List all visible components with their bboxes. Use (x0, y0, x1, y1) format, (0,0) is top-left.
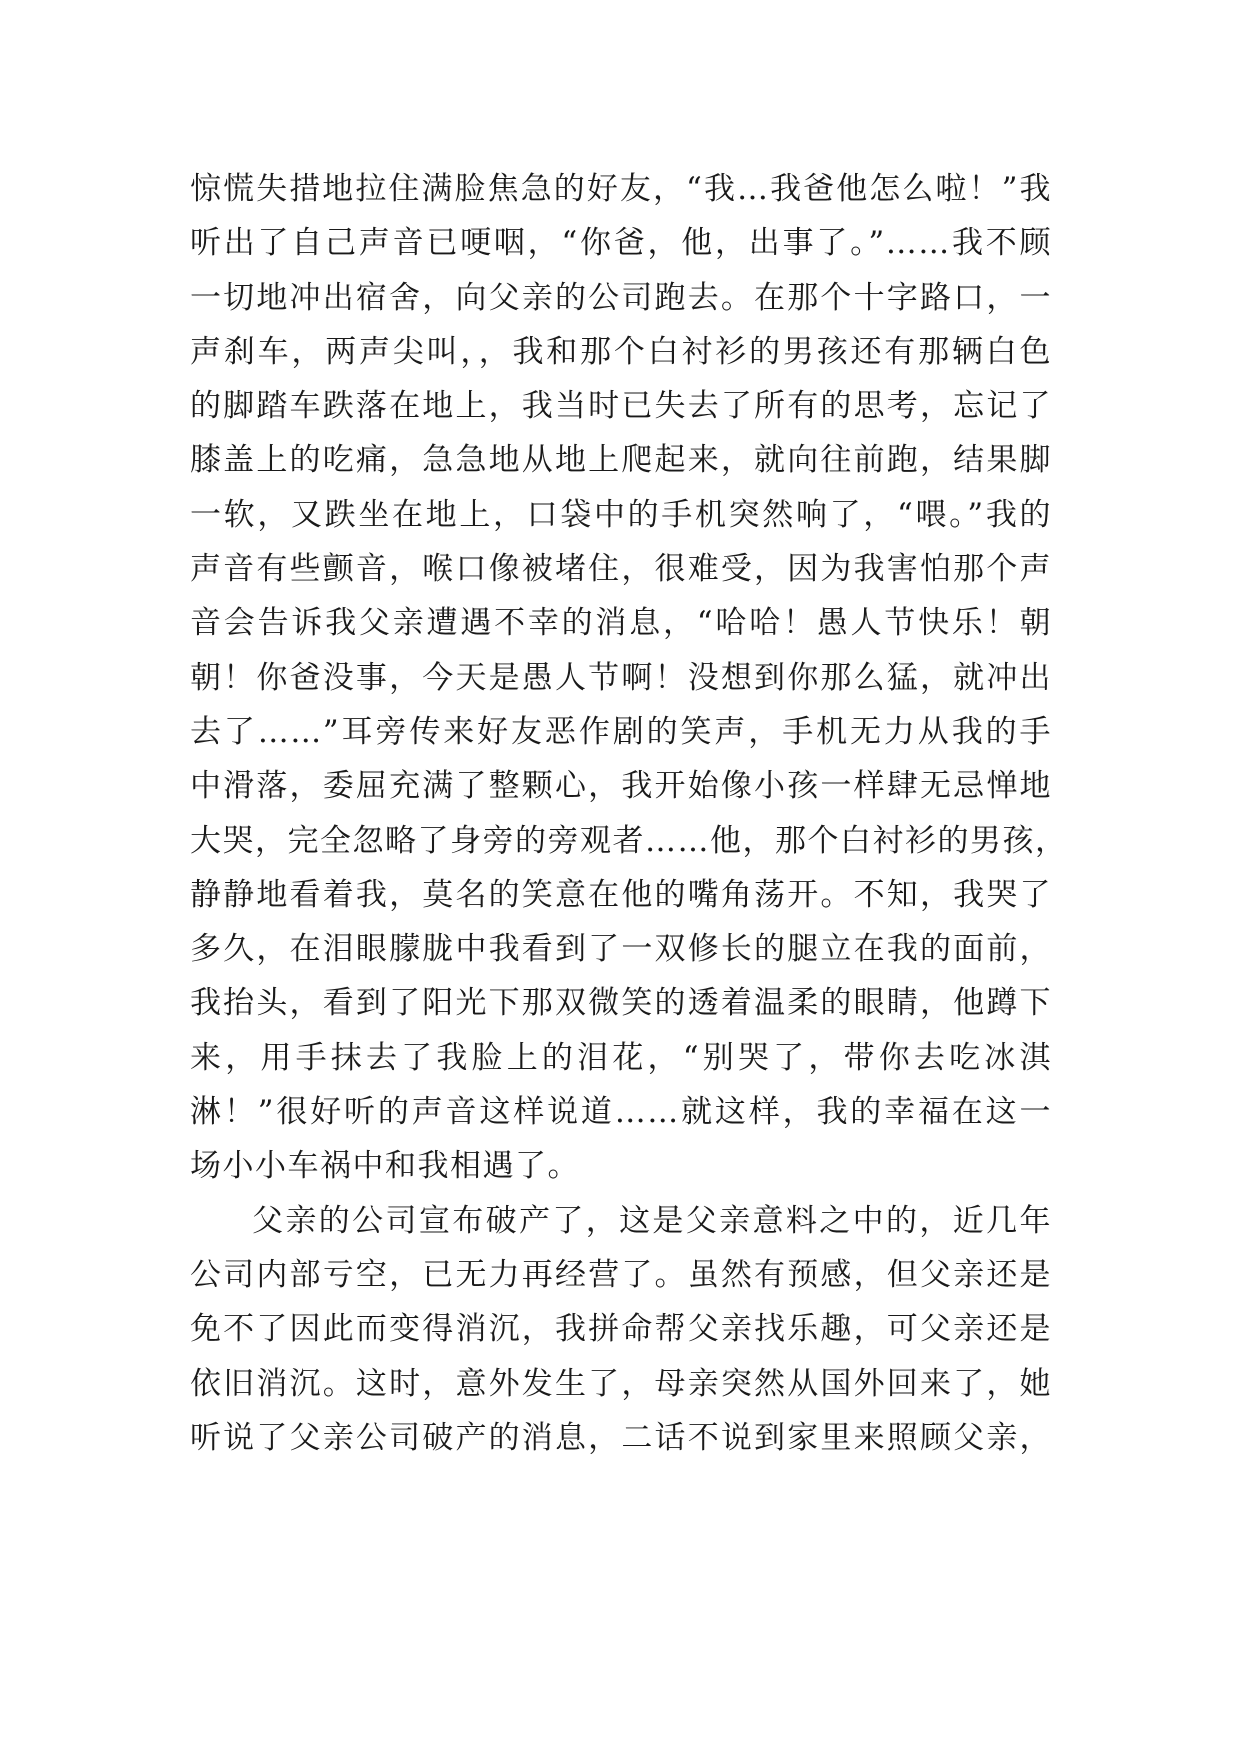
text-line: 我抬头，看到了阳光下那双微笑的透着温柔的眼睛，他蹲下 (190, 985, 1052, 1022)
text-line: 大哭，完全忽略了身旁的旁观者……他，那个白衬衫的男孩， (190, 822, 1068, 859)
text-line: 膝盖上的吃痛，急急地从地上爬起来，就向往前跑，结果脚 (190, 442, 1052, 479)
text-line: 音会告诉我父亲遭遇不幸的消息，“哈哈！愚人节快乐！朝 (190, 605, 1052, 642)
text-line: 声刹车，两声尖叫，，我和那个白衬衫的男孩还有那辆白色 (190, 333, 1052, 370)
paragraph-2 (190, 1194, 1052, 1465)
document-page (190, 162, 1068, 1465)
text-line: 中滑落，委屈充满了整颗心，我开始像小孩一样肆无忌惮地 (190, 768, 1052, 805)
text-line: 多久，在泪眼朦胧中我看到了一双修长的腿立在我的面前， (190, 931, 1052, 968)
text-line: 去了……”耳旁传来好友恶作剧的笑声，手机无力从我的手 (190, 713, 1052, 750)
text-line: 依旧消沉。这时，意外发生了，母亲突然从国外回来了，她 (190, 1365, 1052, 1402)
text-line: 一软，又跌坐在地上，口袋中的手机突然响了，“喂。”我的 (190, 496, 1052, 533)
text-line: 听出了自己声音已哽咽，“你爸，他，出事了。”……我不顾 (190, 225, 1052, 262)
paragraph-1 (190, 162, 1068, 1194)
text-line: 淋！”很好听的声音这样说道……就这样，我的幸福在这一 (190, 1094, 1052, 1131)
text-line: 公司内部亏空，已无力再经营了。虽然有预感，但父亲还是 (190, 1256, 1052, 1293)
text-line: 免不了因此而变得消沉，我拼命帮父亲找乐趣，可父亲还是 (190, 1311, 1052, 1348)
text-line: 听说了父亲公司破产的消息，二话不说到家里来照顾父亲， (190, 1419, 1052, 1456)
text-line: 静静地看着我，莫名的笑意在他的嘴角荡开。不知，我哭了 (190, 876, 1052, 913)
text-line: 声音有些颤音，喉口像被堵住，很难受，因为我害怕那个声 (190, 551, 1052, 588)
text-line: 来，用手抹去了我脸上的泪花，“别哭了，带你去吃冰淇 (190, 1039, 1052, 1076)
text-line: 父亲的公司宣布破产了，这是父亲意料之中的，近几年 (252, 1202, 1052, 1239)
text-line: 的脚踏车跌落在地上，我当时已失去了所有的思考，忘记了 (190, 388, 1052, 425)
text-line: 一切地冲出宿舍，向父亲的公司跑去。在那个十字路口，一 (190, 279, 1052, 316)
text-line: 惊慌失措地拉住满脸焦急的好友，“我…我爸他怎么啦！”我 (190, 171, 1052, 207)
text-line: 场小小车祸中和我相遇了。 (190, 1148, 580, 1185)
text-line: 朝！你爸没事，今天是愚人节啊！没想到你那么猛，就冲出 (190, 659, 1052, 696)
